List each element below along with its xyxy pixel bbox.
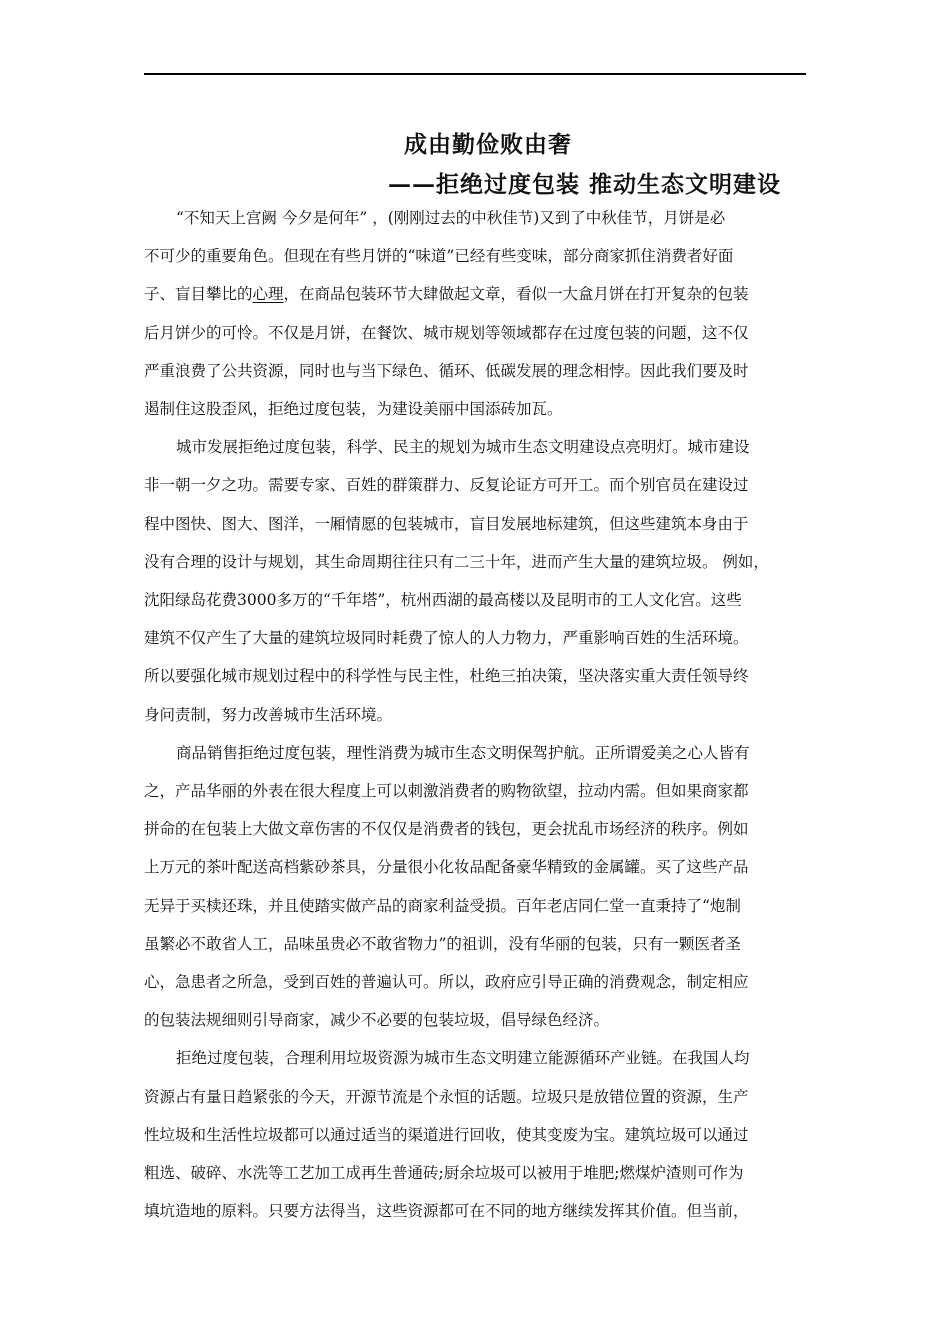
text-run: 子、盲目攀比的 [144,285,253,303]
paragraph-line: 性垃圾和生活性垃圾都可以通过适当的渠道进行回收，使其变废为宝。建筑垃圾可以通过 [144,1126,749,1144]
paragraph-line: 程中图快、图大、图洋，一厢情愿的包装城市，盲目发展地标建筑，但这些建筑本身由于 [144,515,749,533]
paragraph-line: 后月饼少的可怜。不仅是月饼，在餐饮、城市规划等领域都存在过度包装的问题，这不仅 [144,324,749,342]
paragraph-line: 上万元的茶叶配送高档紫砂茶具，分量很小化妆品配备豪华精致的金属罐。买了这些产品 [144,858,749,876]
paragraph-line: 心，急患者之所急，受到百姓的普遍认可。所以，政府应引导正确的消费观念，制定相应 [144,973,749,991]
paragraph-line: 没有合理的设计与规划，其生命周期往往只有二三十年，进而产生大量的建筑垃圾。 例如， [144,553,769,571]
paragraph-line: 虽繁必不敢省人工，品味虽贵必不敢省物力”的祖训，没有华丽的包装，只有一颗医者圣 [144,935,741,953]
underlined-link-text[interactable]: 心理 [252,285,284,303]
paragraph-line: 无异于买椟还珠，并且使踏实做产品的商家利益受损。百年老店同仁堂一直秉持了“炮制 [144,897,741,915]
paragraph-line: 的包装法规细则引导商家，减少不必要的包装垃圾，倡导绿色经济。 [144,1011,610,1029]
paragraph-line: 不可少的重要角色。但现在有些月饼的“味道”已经有些变味，部分商家抓住消费者好面 [144,247,734,265]
text-run: ，在商品包装环节大肆做起文章，看似一大盒月饼在打开复杂的包装 [283,285,749,303]
paragraph-line: 严重浪费了公共资源，同时也与当下绿色、循环、低碳发展的理念相悖。因此我们要及时 [144,362,749,380]
document-subtitle: ——拒绝过度包装 推动生态文明建设 [388,171,782,198]
paragraph-line: 所以要强化城市规划过程中的科学性与民主性，杜绝三拍决策，坚决落实重大责任领导终 [144,667,749,685]
paragraph-line: 填坑造地的原料。只要方法得当，这些资源都可在不同的地方继续发挥其价值。但当前， [144,1202,749,1220]
paragraph-line [144,284,749,304]
paragraph-line: 拒绝过度包装，合理利用垃圾资源为城市生态文明建立能源循环产业链。在我国人均 [176,1049,750,1067]
paragraph-line: 沈阳绿岛花费3000多万的“千年塔”，杭州西湖的最高楼以及昆明市的工人文化宫。这些 [144,591,742,609]
paragraph-line: 粗选、破碎、水洗等工艺加工成再生普通砖;厨余垃圾可以被用于堆肥;燃煤炉渣则可作为 [144,1164,744,1182]
paragraph-line: 资源占有量日趋紧张的今天，开源节流是个永恒的话题。垃圾只是放错位置的资源，生产 [144,1088,749,1106]
paragraph-line: 商品销售拒绝过度包装，理性消费为城市生态文明保驾护航。正所谓爱美之心人皆有 [176,744,750,762]
document-title: 成由勤俭败由奢 [404,131,572,158]
paragraph-line: 非一朝一夕之功。需要专家、百姓的群策群力、反复论证方可开工。而个别官员在建设过 [144,476,749,494]
paragraph-line: 遏制住这股歪风，拒绝过度包装，为建设美丽中国添砖加瓦。 [144,400,563,418]
paragraph-line: 城市发展拒绝过度包装，科学、民主的规划为城市生态文明建设点亮明灯。城市建设 [176,438,750,456]
paragraph-line: 建筑不仅产生了大量的建筑垃圾同时耗费了惊人的人力物力，严重影响百姓的生活环境。 [144,629,749,647]
paragraph-line: 身问责制，努力改善城市生活环境。 [144,706,393,724]
header-rule [144,73,806,75]
paragraph-line: 拼命的在包装上大做文章伤害的不仅仅是消费者的钱包，更会扰乱市场经济的秩序。例如 [144,820,749,838]
paragraph-line: 之，产品华丽的外表在很大程度上可以刺激消费者的购物欲望，拉动内需。但如果商家都 [144,782,749,800]
paragraph-line: “不知天上宫阙 今夕是何年” ，(刚刚过去的中秋佳节)又到了中秋佳节，月饼是必 [176,209,726,227]
